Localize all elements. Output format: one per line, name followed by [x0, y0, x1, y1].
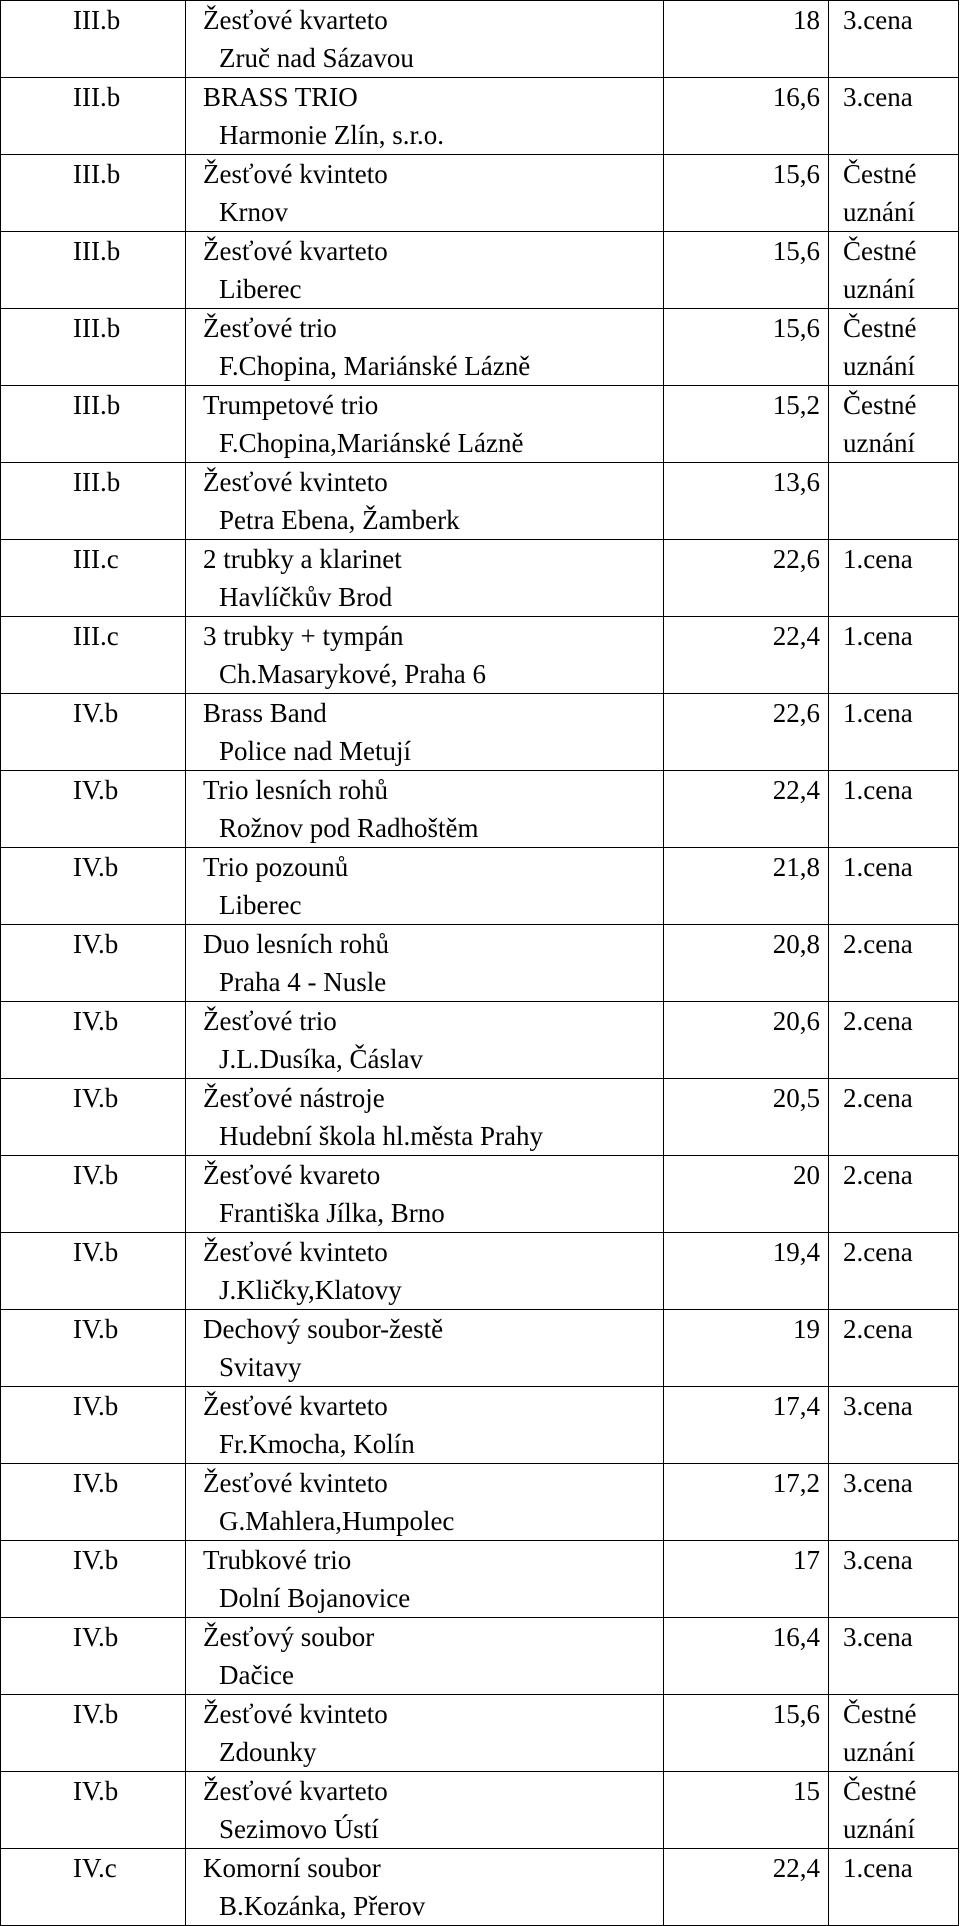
score-value: 22,4	[772, 1853, 820, 1883]
prize-cell	[829, 1079, 959, 1156]
table-row	[1, 1772, 959, 1849]
score-cell	[664, 1618, 829, 1695]
score-cell	[664, 232, 829, 309]
score-cell	[664, 1541, 829, 1618]
score-cell	[664, 386, 829, 463]
prize-cell	[829, 1233, 959, 1310]
ensemble-place: Rožnov pod Radhoštěm	[219, 813, 479, 843]
table-row	[1, 1310, 959, 1387]
score-cell	[664, 1310, 829, 1387]
ensemble-cell	[186, 1079, 664, 1156]
category-cell: IV.b	[1, 848, 186, 925]
score-cell	[664, 540, 829, 617]
ensemble-place: Harmonie Zlín, s.r.o.	[219, 120, 444, 150]
ensemble-cell	[186, 771, 664, 848]
score-value: 20,8	[772, 929, 820, 959]
score-cell	[664, 617, 829, 694]
ensemble-name: Žesťové kvarteto	[203, 5, 388, 35]
ensemble-cell	[186, 1, 664, 78]
ensemble-place: Dačice	[219, 1660, 294, 1690]
prize-value: 2.cena	[843, 1160, 913, 1190]
score-cell	[664, 463, 829, 540]
table-row	[1, 848, 959, 925]
score-value: 17	[793, 1545, 820, 1575]
score-value: 22,4	[772, 775, 820, 805]
prize-cell	[829, 155, 959, 232]
ensemble-name: Žesťové kvarteto	[203, 1776, 388, 1806]
category-cell: IV.b	[1, 1695, 186, 1772]
ensemble-cell	[186, 1156, 664, 1233]
prize-cell	[829, 848, 959, 925]
table-row	[1, 540, 959, 617]
table-row	[1, 1, 959, 78]
ensemble-name: Žesťové kvareto	[203, 1160, 381, 1190]
category-cell: III.b	[1, 1, 186, 78]
score-value: 15	[793, 1776, 820, 1806]
prize-value: 2.cena	[843, 1237, 913, 1267]
category-cell: III.b	[1, 232, 186, 309]
category-cell: III.b	[1, 309, 186, 386]
ensemble-cell	[186, 232, 664, 309]
table-row	[1, 463, 959, 540]
score-value: 18	[793, 5, 820, 35]
prize-value: Čestné uznání	[843, 313, 917, 381]
prize-cell	[829, 1849, 959, 1926]
prize-cell	[829, 1618, 959, 1695]
score-value: 16,6	[772, 82, 820, 112]
table-row	[1, 232, 959, 309]
score-cell	[664, 155, 829, 232]
ensemble-place: Liberec	[219, 890, 302, 920]
prize-cell	[829, 232, 959, 309]
ensemble-name: Trio pozounů	[203, 852, 349, 882]
prize-cell	[829, 78, 959, 155]
score-value: 15,2	[772, 390, 820, 420]
prize-value: 1.cena	[843, 852, 913, 882]
score-value: 16,4	[772, 1622, 820, 1652]
ensemble-place: Petra Ebena, Žamberk	[219, 505, 460, 535]
ensemble-place: Svitavy	[219, 1352, 302, 1382]
score-cell	[664, 925, 829, 1002]
table-row	[1, 309, 959, 386]
prize-cell	[829, 1772, 959, 1849]
category-cell: III.b	[1, 155, 186, 232]
score-value: 20	[793, 1160, 820, 1190]
ensemble-name: Brass Band	[203, 698, 327, 728]
ensemble-place: F.Chopina,Mariánské Lázně	[219, 428, 524, 458]
score-value: 20,5	[772, 1083, 820, 1113]
prize-cell	[829, 617, 959, 694]
ensemble-name: Trubkové trio	[203, 1545, 352, 1575]
category-cell: IV.b	[1, 771, 186, 848]
table-row	[1, 925, 959, 1002]
ensemble-name: Žesťové kvinteto	[203, 159, 388, 189]
category-cell: III.b	[1, 386, 186, 463]
prize-cell	[829, 1, 959, 78]
ensemble-name: Žesťové kvarteto	[203, 236, 388, 266]
category-cell: III.b	[1, 78, 186, 155]
ensemble-place: Liberec	[219, 274, 302, 304]
prize-cell	[829, 540, 959, 617]
ensemble-name: Trumpetové trio	[203, 390, 379, 420]
prize-value: 3.cena	[843, 1391, 913, 1421]
ensemble-place: Fr.Kmocha, Kolín	[219, 1429, 415, 1459]
ensemble-place: Havlíčkův Brod	[219, 582, 393, 612]
prize-cell	[829, 1310, 959, 1387]
category-cell: IV.c	[1, 1849, 186, 1926]
ensemble-cell	[186, 309, 664, 386]
ensemble-place: Františka Jílka, Brno	[219, 1198, 445, 1228]
score-cell	[664, 848, 829, 925]
score-value: 22,6	[772, 544, 820, 574]
prize-cell	[829, 1156, 959, 1233]
prize-cell	[829, 694, 959, 771]
score-cell	[664, 1849, 829, 1926]
ensemble-name: Trio lesních rohů	[203, 775, 389, 805]
ensemble-name: Žesťové trio	[203, 313, 337, 343]
prize-value: 1.cena	[843, 698, 913, 728]
score-cell	[664, 78, 829, 155]
score-value: 15,6	[772, 236, 820, 266]
ensemble-place: Zdounky	[219, 1737, 317, 1767]
score-value: 21,8	[772, 852, 820, 882]
ensemble-name: Žesťové kvinteto	[203, 1468, 388, 1498]
ensemble-name: Žesťové nástroje	[203, 1083, 385, 1113]
prize-value: 1.cena	[843, 1853, 913, 1883]
table-row	[1, 617, 959, 694]
ensemble-cell	[186, 540, 664, 617]
category-cell: IV.b	[1, 1310, 186, 1387]
prize-cell	[829, 1541, 959, 1618]
score-cell	[664, 1387, 829, 1464]
score-value: 17,4	[772, 1391, 820, 1421]
score-cell	[664, 1464, 829, 1541]
ensemble-place: G.Mahlera,Humpolec	[219, 1506, 455, 1536]
table-row	[1, 1079, 959, 1156]
ensemble-cell	[186, 1772, 664, 1849]
ensemble-cell	[186, 848, 664, 925]
ensemble-name: 3 trubky + tympán	[203, 621, 404, 651]
table-row	[1, 1002, 959, 1079]
prize-cell	[829, 1387, 959, 1464]
ensemble-place: J.L.Dusíka, Čáslav	[219, 1044, 423, 1074]
ensemble-cell	[186, 694, 664, 771]
ensemble-place: F.Chopina, Mariánské Lázně	[219, 351, 531, 381]
prize-cell	[829, 925, 959, 1002]
prize-value: Čestné uznání	[843, 1699, 917, 1767]
prize-value: 1.cena	[843, 775, 913, 805]
score-cell	[664, 1695, 829, 1772]
prize-value: Čestné uznání	[843, 390, 917, 458]
ensemble-name: Komorní soubor	[203, 1853, 381, 1883]
ensemble-name: Duo lesních rohů	[203, 929, 389, 959]
category-cell: IV.b	[1, 694, 186, 771]
ensemble-cell	[186, 1002, 664, 1079]
prize-cell	[829, 1002, 959, 1079]
table-row	[1, 78, 959, 155]
table-row	[1, 1156, 959, 1233]
table-row	[1, 1695, 959, 1772]
ensemble-cell	[186, 463, 664, 540]
ensemble-place: Hudební škola hl.města Prahy	[219, 1121, 543, 1151]
ensemble-place: Ch.Masarykové, Praha 6	[219, 659, 486, 689]
score-value: 20,6	[772, 1006, 820, 1036]
prize-cell	[829, 309, 959, 386]
prize-value: 3.cena	[843, 1545, 913, 1575]
ensemble-place: B.Kozánka, Přerov	[219, 1891, 426, 1921]
ensemble-cell	[186, 1310, 664, 1387]
prize-value: 2.cena	[843, 1083, 913, 1113]
category-cell: IV.b	[1, 1387, 186, 1464]
table-row	[1, 1618, 959, 1695]
prize-value: 3.cena	[843, 1622, 913, 1652]
category-cell: III.c	[1, 540, 186, 617]
table-row	[1, 1387, 959, 1464]
score-cell	[664, 1079, 829, 1156]
score-cell	[664, 1156, 829, 1233]
prize-value: 3.cena	[843, 1468, 913, 1498]
score-value: 13,6	[772, 467, 820, 497]
score-value: 17,2	[772, 1468, 820, 1498]
category-cell: IV.b	[1, 1772, 186, 1849]
score-value: 19,4	[772, 1237, 820, 1267]
category-cell: IV.b	[1, 1156, 186, 1233]
ensemble-place: Zruč nad Sázavou	[219, 43, 414, 73]
prize-value: 1.cena	[843, 621, 913, 651]
prize-value: 1.cena	[843, 544, 913, 574]
ensemble-cell	[186, 1849, 664, 1926]
ensemble-cell	[186, 78, 664, 155]
score-cell	[664, 1, 829, 78]
prize-value: 3.cena	[843, 5, 913, 35]
ensemble-cell	[186, 617, 664, 694]
ensemble-cell	[186, 1695, 664, 1772]
ensemble-place: J.Kličky,Klatovy	[219, 1275, 402, 1305]
ensemble-name: Žesťové kvinteto	[203, 467, 388, 497]
category-cell: III.b	[1, 463, 186, 540]
prize-value: 3.cena	[843, 82, 913, 112]
ensemble-name: Žesťové kvarteto	[203, 1391, 388, 1421]
prize-cell	[829, 1695, 959, 1772]
table-row	[1, 771, 959, 848]
table-row	[1, 386, 959, 463]
category-cell: IV.b	[1, 1464, 186, 1541]
category-cell: III.c	[1, 617, 186, 694]
category-cell: IV.b	[1, 1618, 186, 1695]
table-row	[1, 155, 959, 232]
score-cell	[664, 1002, 829, 1079]
ensemble-place: Police nad Metují	[219, 736, 411, 766]
table-row	[1, 694, 959, 771]
prize-value: 2.cena	[843, 1314, 913, 1344]
ensemble-cell	[186, 925, 664, 1002]
prize-value: Čestné uznání	[843, 236, 917, 304]
ensemble-name: Dechový soubor-žestě	[203, 1314, 444, 1344]
ensemble-name: BRASS TRIO	[203, 82, 358, 112]
ensemble-name: Žesťové kvinteto	[203, 1237, 388, 1267]
ensemble-name: Žesťový soubor	[203, 1622, 375, 1652]
category-cell: IV.b	[1, 1541, 186, 1618]
prize-value: Čestné uznání	[843, 1776, 917, 1844]
score-value: 22,6	[772, 698, 820, 728]
score-value: 15,6	[772, 1699, 820, 1729]
ensemble-cell	[186, 1233, 664, 1310]
ensemble-cell	[186, 1464, 664, 1541]
prize-cell	[829, 386, 959, 463]
ensemble-cell	[186, 155, 664, 232]
prize-cell	[829, 771, 959, 848]
score-cell	[664, 1233, 829, 1310]
category-cell: IV.b	[1, 1079, 186, 1156]
category-cell: IV.b	[1, 1002, 186, 1079]
ensemble-place: Sezimovo Ústí	[219, 1814, 379, 1844]
category-cell: IV.b	[1, 1233, 186, 1310]
results-body	[1, 1, 959, 1926]
ensemble-place: Krnov	[219, 197, 288, 227]
ensemble-cell	[186, 1618, 664, 1695]
score-value: 19	[793, 1314, 820, 1344]
ensemble-name: 2 trubky a klarinet	[203, 544, 402, 574]
prize-value: 2.cena	[843, 929, 913, 959]
table-row	[1, 1541, 959, 1618]
score-value: 22,4	[772, 621, 820, 651]
ensemble-cell	[186, 1541, 664, 1618]
ensemble-name: Žesťové kvinteto	[203, 1699, 388, 1729]
score-cell	[664, 771, 829, 848]
table-row	[1, 1464, 959, 1541]
prize-cell	[829, 463, 959, 540]
ensemble-cell	[186, 386, 664, 463]
table-row	[1, 1849, 959, 1926]
ensemble-name: Žesťové trio	[203, 1006, 337, 1036]
prize-cell	[829, 1464, 959, 1541]
category-cell: IV.b	[1, 925, 186, 1002]
ensemble-place: Praha 4 - Nusle	[219, 967, 387, 997]
ensemble-place: Dolní Bojanovice	[219, 1583, 411, 1613]
score-cell	[664, 694, 829, 771]
score-cell	[664, 309, 829, 386]
ensemble-cell	[186, 1387, 664, 1464]
prize-value: Čestné uznání	[843, 159, 917, 227]
score-value: 15,6	[772, 159, 820, 189]
score-cell	[664, 1772, 829, 1849]
score-value: 15,6	[772, 313, 820, 343]
prize-value: 2.cena	[843, 1006, 913, 1036]
table-row	[1, 1233, 959, 1310]
